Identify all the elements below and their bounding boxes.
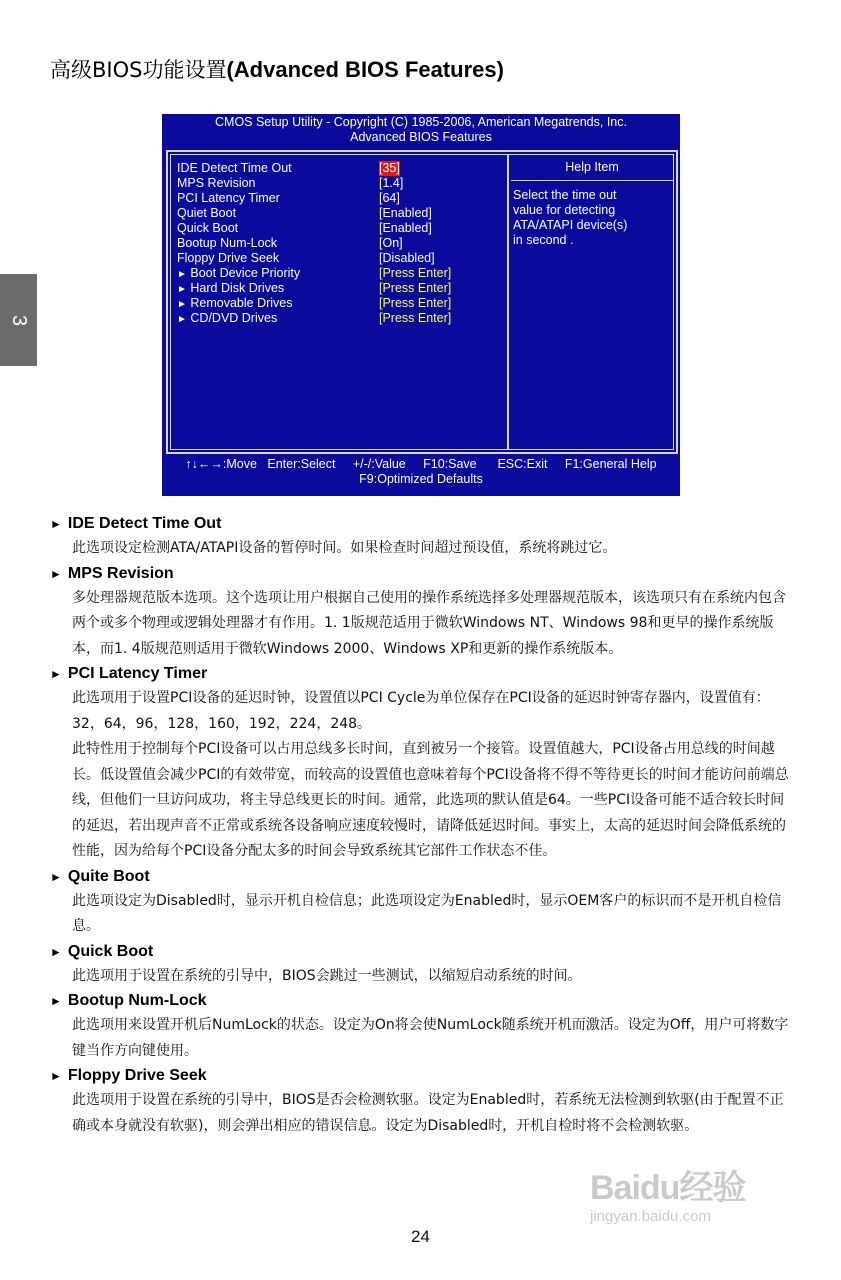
bios-screen [162,114,680,496]
help-line: Select the time out [513,188,617,202]
bios-row-value[interactable]: [Enabled] [379,221,432,235]
section-paragraph: 此选项设定检测ATA/ATAPI设备的暂停时间。如果检查时间超过预设值，系统将跳过它。 [72,540,617,556]
submenu-label-text: Removable Drives [190,296,293,310]
page-number: 24 [411,1227,430,1246]
bios-header-screen-title: Advanced BIOS Features [350,130,492,144]
page-title [50,56,504,84]
section-title [50,662,795,686]
bios-submenu-hard-disk-drives[interactable] [177,281,507,296]
submenu-arrow-icon: ► [177,269,187,280]
bios-row-value[interactable]: [1.4] [379,176,404,190]
section-title-text: IDE Detect Time Out [67,515,222,532]
section-bootup-num-lock [50,989,795,1064]
submenu-label-text: Boot Device Priority [190,266,301,280]
baidu-watermark [590,1168,745,1226]
page-title-en: (Advanced BIOS Features) [226,57,504,82]
submenu-arrow-icon: ► [177,284,187,295]
section-title [50,989,795,1013]
section-floppy-drive-seek [50,1064,795,1139]
chapter-tab [0,274,37,366]
submenu-label-text: Hard Disk Drives [190,281,285,295]
help-line: in second . [513,233,574,247]
help-line: ATA/ATAPI device(s) [513,218,628,232]
bios-row-pci-latency-timer[interactable] [177,191,507,206]
triangle-bullet-icon: ► [50,667,62,681]
triangle-bullet-icon: ► [50,1069,62,1083]
bios-row-bootup-num-lock[interactable] [177,236,507,251]
bios-row-quiet-boot[interactable] [177,206,507,221]
bios-row-label: Bootup Num-Lock [177,236,278,250]
bios-header [162,114,680,145]
bios-row-label: Quick Boot [177,221,239,235]
help-line: value for detecting [513,203,616,217]
bios-row-value[interactable]: [64] [379,191,400,205]
triangle-bullet-icon: ► [50,566,62,581]
bios-submenu-value[interactable]: [Press Enter] [379,311,452,325]
bios-row-floppy-drive-seek[interactable] [177,251,507,266]
bios-row-value-selected[interactable]: [35] [379,161,400,175]
bios-submenu-value[interactable]: [Press Enter] [379,296,452,310]
bios-header-copyright: CMOS Setup Utility - Copyright (C) 1985-2006, American Megatrends, Inc. [215,115,627,129]
section-ide-detect-time-out [50,512,795,562]
bios-row-value[interactable]: [Disabled] [379,251,435,265]
bios-submenu-cd-dvd-drives[interactable] [177,311,507,326]
triangle-bullet-icon: ► [50,994,62,1008]
submenu-arrow-icon: ► [177,299,187,310]
bios-frame [166,150,678,454]
bios-submenu-label [177,311,277,327]
section-paragraph: 此特性用于控制每个PCI设备可以占用总线多长时间，直到被另一个接管。设置值越大，PCI设备占用总线的时间越长。低设置值会减少PCI的有效带宽，而较高的设置值也意味着每个PCI设备将不得不等待更长的时间才能访问前端总线，但他们一旦访问成功，将主导总线更长的时间。通常，此选项的默认值是64。一些PCI设备可能不适合较长时间的延迟，若出现声音不正常或系统各设备响应速度较慢时，请降低延迟时间。事实上，太高的延迟时间会降低系统的性能，因为给每个PCI设备分配太多的时间会导致系统其它部件工作状态不佳。 [72,741,789,859]
triangle-bullet-icon: ► [50,944,62,959]
watermark-brand: Baidu经验 [590,1169,746,1207]
page-title-cn: 高级BIOS功能设置 [50,58,227,82]
section-list [50,512,795,1139]
bios-submenu-label [177,296,293,312]
bios-submenu-label [177,281,284,297]
bios-row-value[interactable]: [Enabled] [379,206,432,220]
help-item-title: Help Item [511,155,673,181]
section-quite-boot [50,865,795,940]
section-title-text: Floppy Drive Seek [67,1067,207,1084]
section-title-text: PCI Latency Timer [67,665,208,682]
bios-panel-divider [507,155,509,449]
bios-inner-frame [170,154,674,450]
section-title [50,562,795,586]
bios-key-legend-line1: ↑↓←→:Move Enter:Select +/-/:Value F10:Save ESC:Exit F1:General Help [185,457,657,471]
submenu-label-text: CD/DVD Drives [190,311,278,325]
section-paragraph: 此选项用于设置在系统的引导中，BIOS是否会检测软驱。设定为Enabled时，若系统无法检测到软驱(由于配置不正确或本身就没有软驱)，则会弹出相应的错误信息。设定为Disabled时，开机自检时将不会检测软驱。 [72,1092,784,1134]
bios-row-label: PCI Latency Timer [177,191,280,205]
submenu-arrow-icon: ► [177,314,187,325]
bios-row-value[interactable]: [On] [379,236,403,250]
section-paragraph: 此选项设定为Disabled时，显示开机自检信息；此选项设定为Enabled时，显示OEM客户的标识而不是开机自检信息。 [72,892,782,934]
bios-row-label: MPS Revision [177,176,256,190]
bios-row-ide-detect-time-out[interactable] [177,161,507,176]
bios-submenu-removable-drives[interactable] [177,296,507,311]
section-paragraph: 此选项用来设置开机后NumLock的状态。设定为On将会使NumLock随系统开机而激活。设定为Off，用户可将数字键当作方向键使用。 [72,1017,789,1059]
bios-row-label: Quiet Boot [177,206,237,220]
triangle-bullet-icon: ► [50,517,62,531]
chapter-number: 3 [8,314,30,326]
bios-row-label: IDE Detect Time Out [177,161,292,175]
triangle-bullet-icon: ► [50,869,62,884]
section-paragraph: 多处理器规范版本选项。这个选项让用户根据自己使用的操作系统选择多处理器规范版本，该选项只有在系统内包含两个或多个物理或逻辑处理器才有作用。1. 1版规范适用于微软Windows NT、Windows 98和更早的操作系统版本，而1. 4版规范则适用于微软Windows 2000、Windows XP和更新的操作系统版本。 [72,589,786,657]
bios-submenu-boot-device-priority[interactable] [177,266,507,281]
bios-settings-list [177,161,507,326]
section-title-text: Quick Boot [67,942,154,960]
bios-key-legend [162,457,680,487]
section-title [50,512,795,536]
section-paragraph: 此选项用于设置PCI设备的延迟时钟，设置值以PCI Cycle为单位保存在PCI设备的延迟时钟寄存器内，设置值有：32，64，96，128，160，192，224，248。 [72,690,770,732]
bios-row-mps-revision[interactable] [177,176,507,191]
bios-submenu-value[interactable]: [Press Enter] [379,266,452,280]
section-title [50,865,795,889]
section-pci-latency-timer [50,662,795,865]
bios-submenu-label [177,266,300,282]
watermark-url: jingyan.baidu.com [590,1208,711,1225]
section-title [50,940,795,964]
bios-key-legend-line2: F9:Optimized Defaults [359,472,483,486]
section-paragraph: 此选项用于设置在系统的引导中，BIOS会跳过一些测试，以缩短启动系统的时间。 [72,967,582,984]
help-item-text [513,188,673,248]
section-title [50,1064,795,1088]
section-title-text: MPS Revision [67,564,174,582]
section-mps-revision [50,562,795,663]
bios-row-quick-boot[interactable] [177,221,507,236]
section-quick-boot [50,940,795,990]
bios-submenu-value[interactable]: [Press Enter] [379,281,452,295]
section-title-text: Bootup Num-Lock [67,992,207,1009]
bios-row-label: Floppy Drive Seek [177,251,280,265]
section-title-text: Quite Boot [67,867,150,885]
